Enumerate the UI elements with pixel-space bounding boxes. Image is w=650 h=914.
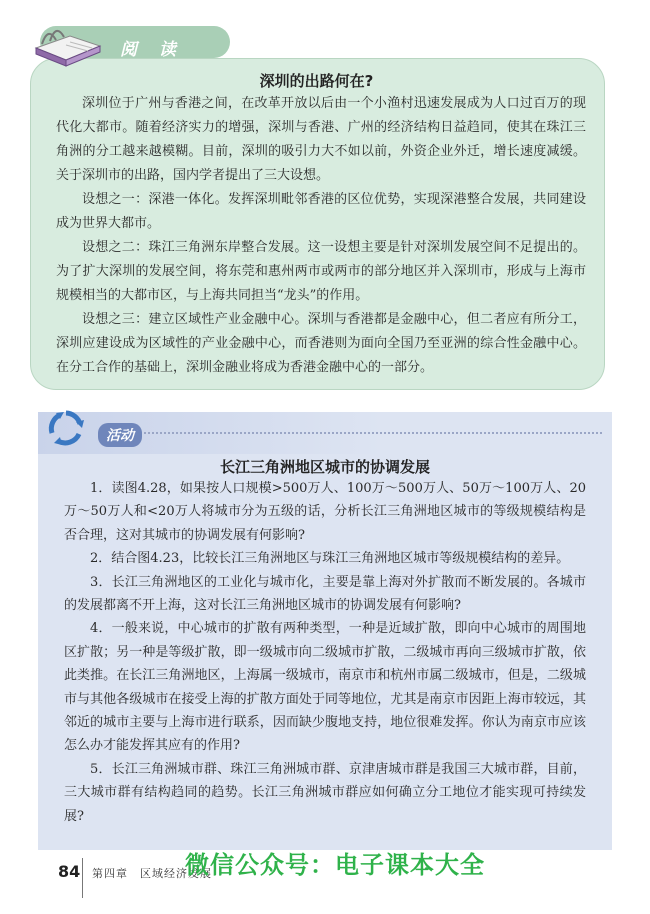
reading-title: 深圳的出路何在?: [259, 72, 374, 90]
book-icon: [30, 18, 104, 70]
reading-paragraph: 设想之二：珠江三角洲东岸整合发展。这一设想主要是针对深圳发展空间不足提出的。为了扩大深圳的发展空间，将东莞和惠州两市或两市的部分地区并入深圳市，形成与上海市规模相当的大都市区，与上海共同担当“龙头”的作用。: [56, 240, 586, 303]
reading-body: [56, 92, 586, 380]
watermark-text: 微信公众号：电子课本大全: [185, 851, 485, 879]
reading-paragraph: 设想之三：建立区域性产业金融中心。深圳与香港都是金融中心，但二者应有所分工，深圳应建设成为区域性的产业金融中心，而香港则为面向全国乃至亚洲的综合性金融中心。在分工合作的基础上，深圳金融业将成为香港金融中心的一部分。: [56, 312, 586, 375]
footer-divider: [82, 858, 83, 898]
reading-label: 阅 读: [120, 40, 184, 60]
activity-body: [64, 477, 586, 828]
activity-title: 长江三角洲地区城市的协调发展: [219, 458, 430, 476]
activity-label: 活动: [98, 423, 142, 447]
chapter-title: 第四章 区域经济发展: [92, 867, 212, 880]
activity-item: 2．结合图4.23，比较长江三角洲地区与珠江三角洲地区城市等级规模结构的差异。: [90, 551, 570, 567]
activity-item: 5．长江三角洲城市群、珠江三角洲城市群、京津唐城市群是我国三大城市群，目前，三大城市群有结构趋同的趋势。长江三角洲城市群应如何确立分工地位才能实现可持续发展?: [64, 761, 586, 824]
activity-item: 4．一般来说，中心城市的扩散有两种类型，一种是近域扩散，即向中心城市的周围地区扩散；另一种是等级扩散，即一级城市向二级城市扩散，二级城市再向三级城市扩散，依此类推。在长江三角洲地区，上海属一级城市，南京市和杭州市属二级城市，但是，二级城市与其他各级城市在接受上海的扩散方面处于同等地位，尤其是南京市因距上海市较远，其邻近的城市主要与上海市进行联系，因而缺少腹地支持，地位很难发挥。你认为南京市应该怎么办才能发挥其应有的作用?: [64, 621, 586, 754]
activity-item: 3．长江三角洲地区的工业化与城市化，主要是靠上海对外扩散而不断发展的。各城市的发展都离不开上海，这对长江三角洲地区城市的协调发展有何影响?: [64, 574, 586, 614]
reading-paragraph: 深圳位于广州与香港之间，在改革开放以后由一个小渔村迅速发展成为人口过百万的现代化大都市。随着经济实力的增强，深圳与香港、广州的经济结构日益趋同，使其在珠江三角洲的分工越来越模糊。目前，深圳的吸引力大不如以前，外资企业外迁，增长速度减缓。关于深圳市的出路，国内学者提出了三大设想。: [56, 96, 586, 183]
cycle-icon: [46, 408, 86, 448]
page-number: 84: [58, 862, 81, 881]
activity-item: 1．读图4.28，如果按人口规模>500万人、100万～500万人、50万～100万人、20万～50万人和<20万人将城市分为五级的话，分析长江三角洲地区城市的等级规模结构是否合理，这对其城市的协调发展有何影响?: [64, 481, 586, 543]
activity-dotted-rule: [140, 432, 602, 435]
reading-paragraph: 设想之一：深港一体化。发挥深圳毗邻香港的区位优势，实现深港整合发展，共同建设成为世界大都市。: [56, 192, 586, 231]
